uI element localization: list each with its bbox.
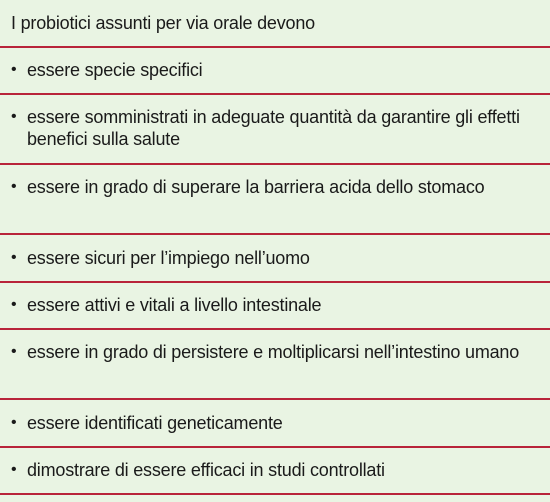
list-item-text: essere specie specifici bbox=[27, 60, 203, 81]
list-item-text: dimostrare di essere efficaci in studi controllati bbox=[27, 460, 385, 481]
list-item bbox=[0, 330, 550, 400]
list-item-text: essere identificati geneticamente bbox=[27, 412, 283, 433]
table-header-row bbox=[0, 0, 550, 48]
bullet-icon: • bbox=[11, 296, 17, 314]
list-item bbox=[0, 283, 550, 331]
bullet-icon: • bbox=[11, 178, 17, 195]
list-item-text: essere in grado di superare la barriera acida dello stomaco bbox=[27, 177, 485, 197]
table-header: I probiotici assunti per via orale devono bbox=[11, 12, 315, 33]
bullet-icon: • bbox=[11, 413, 17, 431]
list-item bbox=[0, 400, 550, 448]
list-item-text: essere attivi e vitali a livello intestinale bbox=[27, 295, 322, 316]
bullet-icon: • bbox=[11, 461, 17, 479]
list-item-text: essere somministrati in adeguate quantità da garantire gli effetti benefici sulla salute bbox=[27, 107, 520, 149]
list-item-text: essere in grado di persistere e moltiplicarsi nell’intestino umano bbox=[27, 342, 520, 362]
list-item bbox=[0, 48, 550, 96]
list-item bbox=[0, 235, 550, 283]
bullet-icon: • bbox=[11, 248, 17, 266]
list-item bbox=[0, 95, 550, 165]
bullet-icon: • bbox=[11, 343, 17, 360]
list-item bbox=[0, 165, 550, 235]
list-item bbox=[0, 448, 550, 496]
bullet-icon: • bbox=[11, 108, 17, 125]
bullet-icon: • bbox=[11, 61, 17, 79]
list-item-text: essere sicuri per l’impiego nell’uomo bbox=[27, 247, 310, 268]
